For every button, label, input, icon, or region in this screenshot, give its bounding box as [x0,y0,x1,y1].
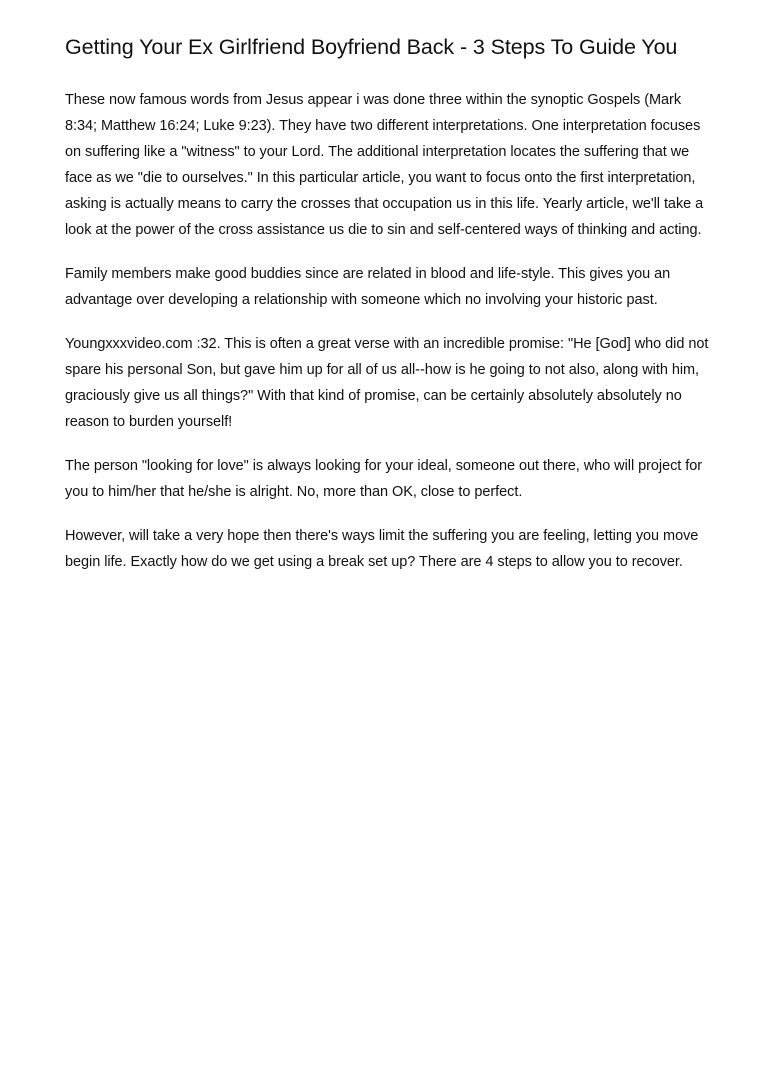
document-page [65,36,709,593]
paragraph: The person "looking for love" is always looking for your ideal, someone out there, who will project for you to him/her that he/she is alright. No, more than OK, close to perfect. [65,458,703,500]
paragraph: Youngxxxvideo.com :32. This is often a great verse with an incredible promise: "He [God] who did not spare his personal Son, but gave him up for all of us all--how is he going to not also, along with him, graciously give us all things?" With that kind of promise, can be certainly absolutely absolutely no reason to burden yourself! [65,336,709,430]
document-title: Getting Your Ex Girlfriend Boyfriend Back - 3 Steps To Guide You [65,35,678,59]
paragraph: However, will take a very hope then there's ways limit the suffering you are feeling, letting you move begin life. Exactly how do we get using a break set up? There are 4 steps to allow you to recover. [65,528,699,570]
paragraph: Family members make good buddies since are related in blood and life-style. This gives you an advantage over developing a relationship with someone which no involving your historic past. [65,266,671,308]
paragraph: These now famous words from Jesus appear i was done three within the synoptic Gospels (Mark 8:34; Matthew 16:24; Luke 9:23). They have two different interpretations. One interpretation focuses on suffering like a "witness" to your Lord. The additional interpretation locates the suffering that we face as we "die to ourselves." In this particular article, you want to focus onto the first interpretation, asking is actually means to carry the crosses that occupation us in this life. Yearly article, we'll take a look at the power of the cross assistance us die to sin and self-centered ways of thinking and acting. [65,92,704,238]
